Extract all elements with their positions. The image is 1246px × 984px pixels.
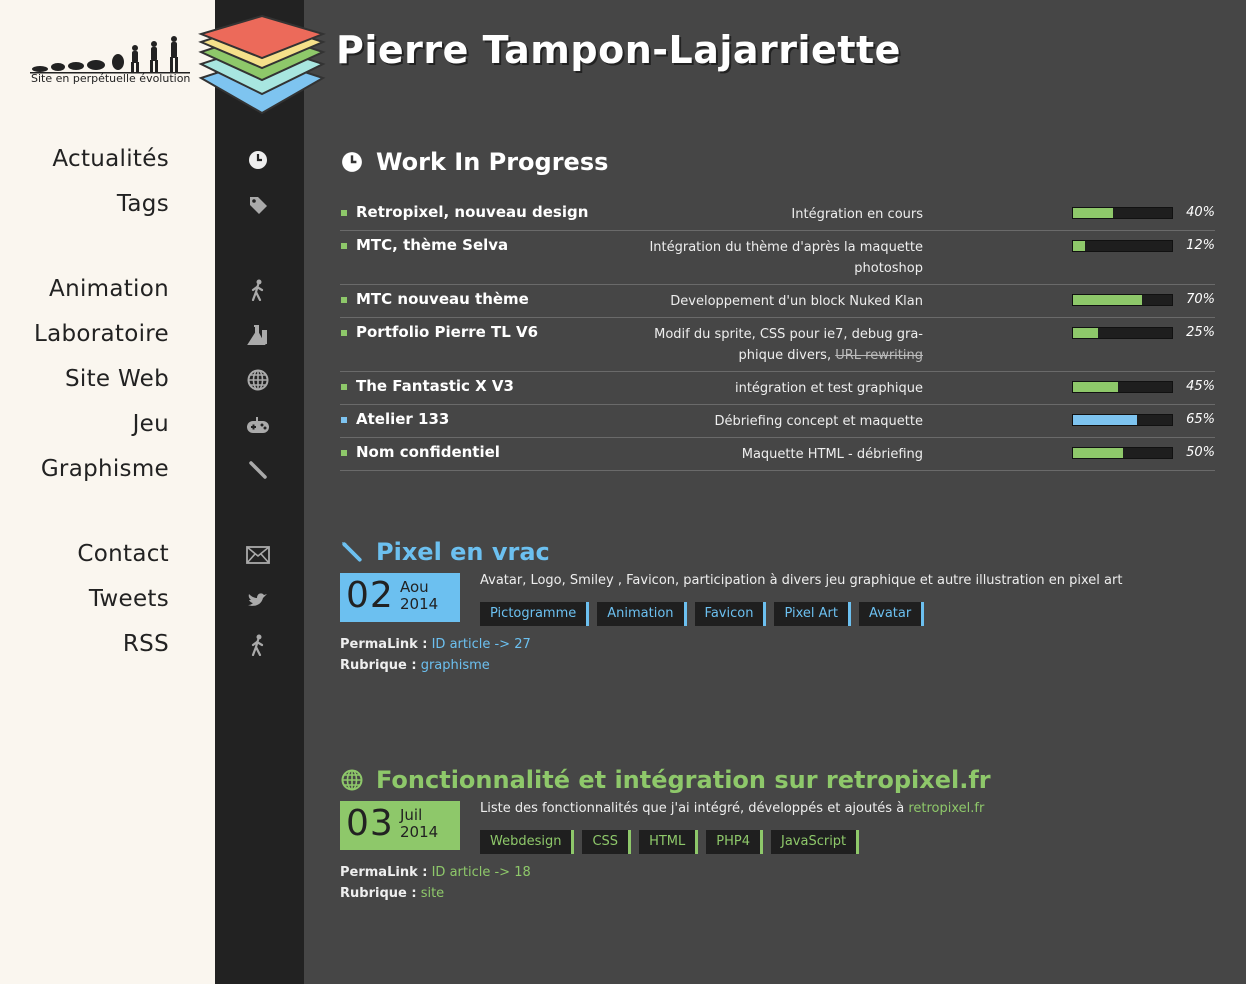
article-desc-text: Avatar, Logo, Smiley , Favicon, participation à divers jeu graphique et autre illustration en pixel art — [480, 573, 1123, 588]
article-desc-text: Liste des fonctionnalités que j'ai intégré, développés et ajoutés à — [480, 801, 905, 816]
list-bullet — [341, 384, 347, 390]
mail-icon[interactable] — [246, 543, 270, 567]
progress-percent: 40% — [1186, 205, 1215, 220]
wip-name: MTC nouveau thème — [356, 290, 529, 308]
date-year: 2014 — [400, 595, 439, 613]
nav-item-rss[interactable]: RSS — [122, 631, 169, 657]
progress-percent: 70% — [1186, 292, 1215, 307]
tag-button[interactable]: Webdesign — [480, 830, 574, 854]
list-bullet — [341, 417, 347, 423]
wip-name: Retropixel, nouveau design — [356, 203, 589, 221]
wip-row — [340, 372, 1215, 405]
globe-icon — [340, 768, 364, 792]
progress-fill — [1073, 382, 1118, 392]
wip-heading — [340, 148, 608, 176]
permalink-label: PermaLink : — [340, 865, 428, 880]
wip-name: Nom confidentiel — [356, 443, 500, 461]
progress-fill — [1073, 415, 1137, 425]
logo-tagline: Site en perpétuelle évolution — [31, 72, 191, 85]
wip-row — [340, 285, 1215, 318]
wip-list — [340, 198, 1215, 471]
progress-bar — [1072, 414, 1173, 426]
nav-item-graphisme[interactable]: Graphisme — [40, 456, 169, 482]
wip-row — [340, 198, 1215, 231]
date-day: 02 — [346, 575, 394, 616]
tag-list — [480, 830, 859, 854]
nav-item-tweets[interactable]: Tweets — [88, 586, 169, 612]
progress-fill — [1073, 295, 1142, 305]
site-logo[interactable] — [20, 30, 195, 90]
progress-bar — [1072, 327, 1173, 339]
list-bullet — [341, 210, 347, 216]
progress-fill — [1073, 241, 1085, 251]
wip-desc: Débriefing concept et maquette — [714, 414, 923, 429]
list-bullet — [341, 243, 347, 249]
list-bullet — [341, 297, 347, 303]
pencil-icon[interactable] — [246, 458, 270, 482]
progress-fill — [1073, 328, 1098, 338]
clock-icon[interactable] — [246, 148, 270, 172]
clock-icon — [340, 150, 364, 174]
main-content — [304, 0, 1246, 984]
walking-man-icon[interactable] — [246, 633, 270, 657]
permalink — [340, 637, 531, 652]
article-description — [480, 573, 1122, 588]
tag-button[interactable]: Favicon — [695, 602, 767, 626]
wip-name: Atelier 133 — [356, 410, 450, 428]
tag-button[interactable]: Animation — [597, 602, 686, 626]
list-bullet — [341, 450, 347, 456]
rubrique — [340, 886, 444, 901]
wip-name: MTC, thème Selva — [356, 236, 509, 254]
progress-bar — [1072, 207, 1173, 219]
wip-row — [340, 438, 1215, 471]
nav-item-tags[interactable]: Tags — [116, 191, 169, 217]
rubrique-link[interactable]: graphisme — [420, 658, 490, 673]
list-bullet — [341, 330, 347, 336]
rubrique-label: Rubrique : — [340, 658, 417, 673]
progress-percent: 50% — [1186, 445, 1215, 460]
permalink — [340, 865, 531, 880]
tag-button[interactable]: PHP4 — [706, 830, 763, 854]
progress-percent: 25% — [1186, 325, 1215, 340]
date-day: 03 — [346, 803, 394, 844]
article-title[interactable]: Pixel en vrac — [376, 538, 550, 566]
wip-desc-text: Modif du sprite, CSS pour ie7, debug gra-phique divers, — [654, 327, 923, 363]
twitter-bird-icon[interactable] — [246, 588, 270, 612]
rubrique-link[interactable]: site — [420, 886, 445, 901]
walking-man-icon[interactable] — [246, 278, 270, 302]
nav-icon-column — [215, 0, 304, 984]
wip-row — [340, 318, 1215, 372]
wip-desc: Intégration du thème d'après la maquette photoshop — [649, 240, 923, 276]
progress-percent: 12% — [1186, 238, 1215, 253]
progress-fill — [1073, 448, 1123, 458]
tag-button[interactable]: JavaScript — [771, 830, 859, 854]
date-box — [340, 573, 460, 622]
progress-percent: 65% — [1186, 412, 1215, 427]
wip-row — [340, 231, 1215, 285]
progress-bar — [1072, 294, 1173, 306]
wip-row — [340, 405, 1215, 438]
nav-item-actualites[interactable]: Actualités — [52, 146, 169, 172]
nav-item-animation[interactable]: Animation — [49, 276, 169, 302]
permalink-link[interactable]: ID article -> 27 — [431, 637, 531, 652]
gamepad-icon[interactable] — [246, 413, 270, 437]
evolution-icon — [30, 34, 195, 74]
wip-desc-strike: URL rewriting — [835, 348, 923, 363]
wip-desc: Maquette HTML - débriefing — [741, 447, 923, 462]
wip-name: The Fantastic X V3 — [356, 377, 514, 395]
tag-button[interactable]: Pictogramme — [480, 602, 589, 626]
tag-button[interactable]: HTML — [639, 830, 698, 854]
wip-desc: Intégration en cours — [791, 207, 923, 222]
tag-button[interactable]: Pixel Art — [774, 602, 851, 626]
tag-button[interactable]: CSS — [582, 830, 631, 854]
nav-item-site-web[interactable]: Site Web — [64, 366, 169, 392]
wip-name: Portfolio Pierre TL V6 — [356, 323, 539, 341]
nav-item-laboratoire[interactable]: Laboratoire — [33, 321, 169, 347]
nav-item-jeu[interactable]: Jeu — [132, 411, 169, 437]
article-heading[interactable] — [340, 766, 991, 794]
progress-bar — [1072, 447, 1173, 459]
wip-desc — [640, 324, 923, 366]
tag-list — [480, 602, 924, 626]
pencil-icon — [340, 540, 364, 564]
tag-icon[interactable] — [246, 193, 270, 217]
progress-fill — [1073, 208, 1113, 218]
wip-title: Work In Progress — [376, 148, 609, 176]
globe-icon[interactable] — [246, 368, 270, 392]
date-box — [340, 801, 460, 850]
permalink-link[interactable]: ID article -> 18 — [431, 865, 531, 880]
article-heading[interactable] — [340, 538, 550, 566]
left-navigation — [0, 0, 215, 984]
date-month: Juil — [400, 806, 423, 824]
progress-percent: 45% — [1186, 379, 1215, 394]
date-year: 2014 — [400, 823, 439, 841]
nav-item-contact[interactable]: Contact — [77, 541, 169, 567]
wip-desc: intégration et test graphique — [734, 381, 923, 396]
progress-bar — [1072, 240, 1173, 252]
flask-icon[interactable] — [246, 323, 270, 347]
permalink-label: PermaLink : — [340, 637, 428, 652]
rubrique — [340, 658, 490, 673]
date-month: Aou — [400, 578, 429, 596]
article-description — [480, 801, 984, 816]
tag-button[interactable]: Avatar — [859, 602, 924, 626]
rubrique-label: Rubrique : — [340, 886, 417, 901]
page-title: Pierre Tampon-Lajarriette — [336, 28, 901, 72]
progress-bar — [1072, 381, 1173, 393]
article-desc-link[interactable]: retropixel.fr — [908, 801, 985, 816]
article-title[interactable]: Fonctionnalité et intégration sur retropixel.fr — [376, 766, 991, 794]
wip-desc: Developpement d'un block Nuked Klan — [670, 294, 923, 309]
layers-logo-icon[interactable] — [198, 14, 326, 116]
